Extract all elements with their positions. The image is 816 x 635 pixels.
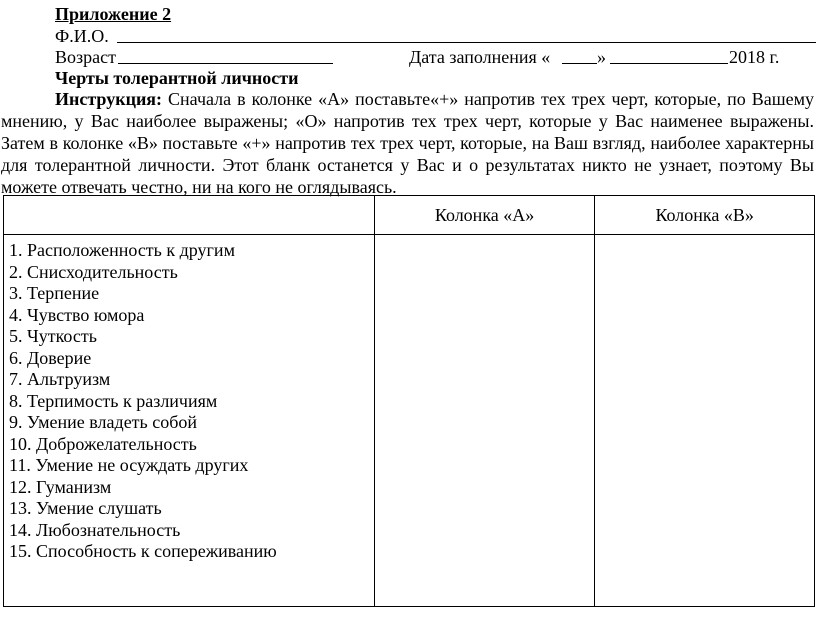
column-a-answer-cell[interactable] bbox=[374, 235, 595, 607]
column-b-answer-cell[interactable] bbox=[595, 235, 815, 607]
traits-table bbox=[3, 195, 815, 607]
column-b-header: Колонка «В» bbox=[595, 196, 815, 235]
list-item: 5. Чуткость bbox=[9, 326, 97, 346]
instruction-paragraph bbox=[1, 88, 814, 198]
section-heading: Черты толерантной личности bbox=[55, 68, 299, 88]
date-label: Дата заполнения « bbox=[409, 47, 551, 67]
table-body-row bbox=[4, 235, 815, 607]
table-header-row bbox=[4, 196, 815, 235]
instruction-label: Инструкция: bbox=[55, 89, 163, 109]
fio-label: Ф.И.О. bbox=[55, 26, 109, 46]
age-date-row bbox=[55, 46, 805, 68]
appendix-title: Приложение 2 bbox=[55, 4, 172, 24]
date-quote-close: » bbox=[597, 47, 606, 67]
trait-list-cell bbox=[4, 235, 375, 607]
column-a-header: Колонка «А» bbox=[374, 196, 595, 235]
instruction-text: Сначала в колонке «А» поставьте«+» напротив тех трех черт, которые, по Вашему мнению, у Вас наиболее выражены; «О» напротив тех трех черт, которые у Вас наименее выражены. Затем в колонке «В» поставьте «+» напротив тех трех черт, которые, на Ваш взгляд, наиболее характерны для толерантной личности. Этот бланк останется у Вас и о результатах никто не узнает, поэтому Вы можете отвечать честно, ни на кого не оглядываясь. bbox=[1, 89, 814, 197]
list-item: 13. Умение слушать bbox=[9, 498, 162, 518]
list-item: 15. Способность к сопереживанию bbox=[9, 541, 277, 561]
date-day-field[interactable] bbox=[562, 63, 597, 64]
header-empty-cell bbox=[4, 196, 375, 235]
fio-field[interactable] bbox=[117, 42, 816, 43]
list-item: 2. Снисходительность bbox=[9, 261, 178, 282]
list-item: 7. Альтруизм bbox=[9, 369, 111, 389]
list-item: 12. Гуманизм bbox=[9, 476, 112, 497]
list-item: 10. Доброжелательность bbox=[9, 433, 197, 454]
fio-row bbox=[55, 25, 805, 47]
list-item: 9. Умение владеть собой bbox=[9, 412, 198, 432]
age-label: Возраст bbox=[55, 47, 116, 67]
list-item: 8. Терпимость к различиям bbox=[9, 390, 218, 411]
list-item: 3. Терпение bbox=[9, 283, 100, 303]
date-month-field[interactable] bbox=[610, 63, 728, 64]
list-item: 14. Любознательность bbox=[9, 519, 181, 540]
list-item: 11. Умение не осуждать других bbox=[9, 455, 249, 475]
age-field[interactable] bbox=[118, 63, 333, 64]
date-year: 2018 г. bbox=[729, 47, 780, 67]
list-item: 6. Доверие bbox=[9, 347, 92, 368]
list-item: 1. Расположенность к другим bbox=[9, 240, 235, 260]
list-item: 4. Чувство юмора bbox=[9, 304, 145, 325]
